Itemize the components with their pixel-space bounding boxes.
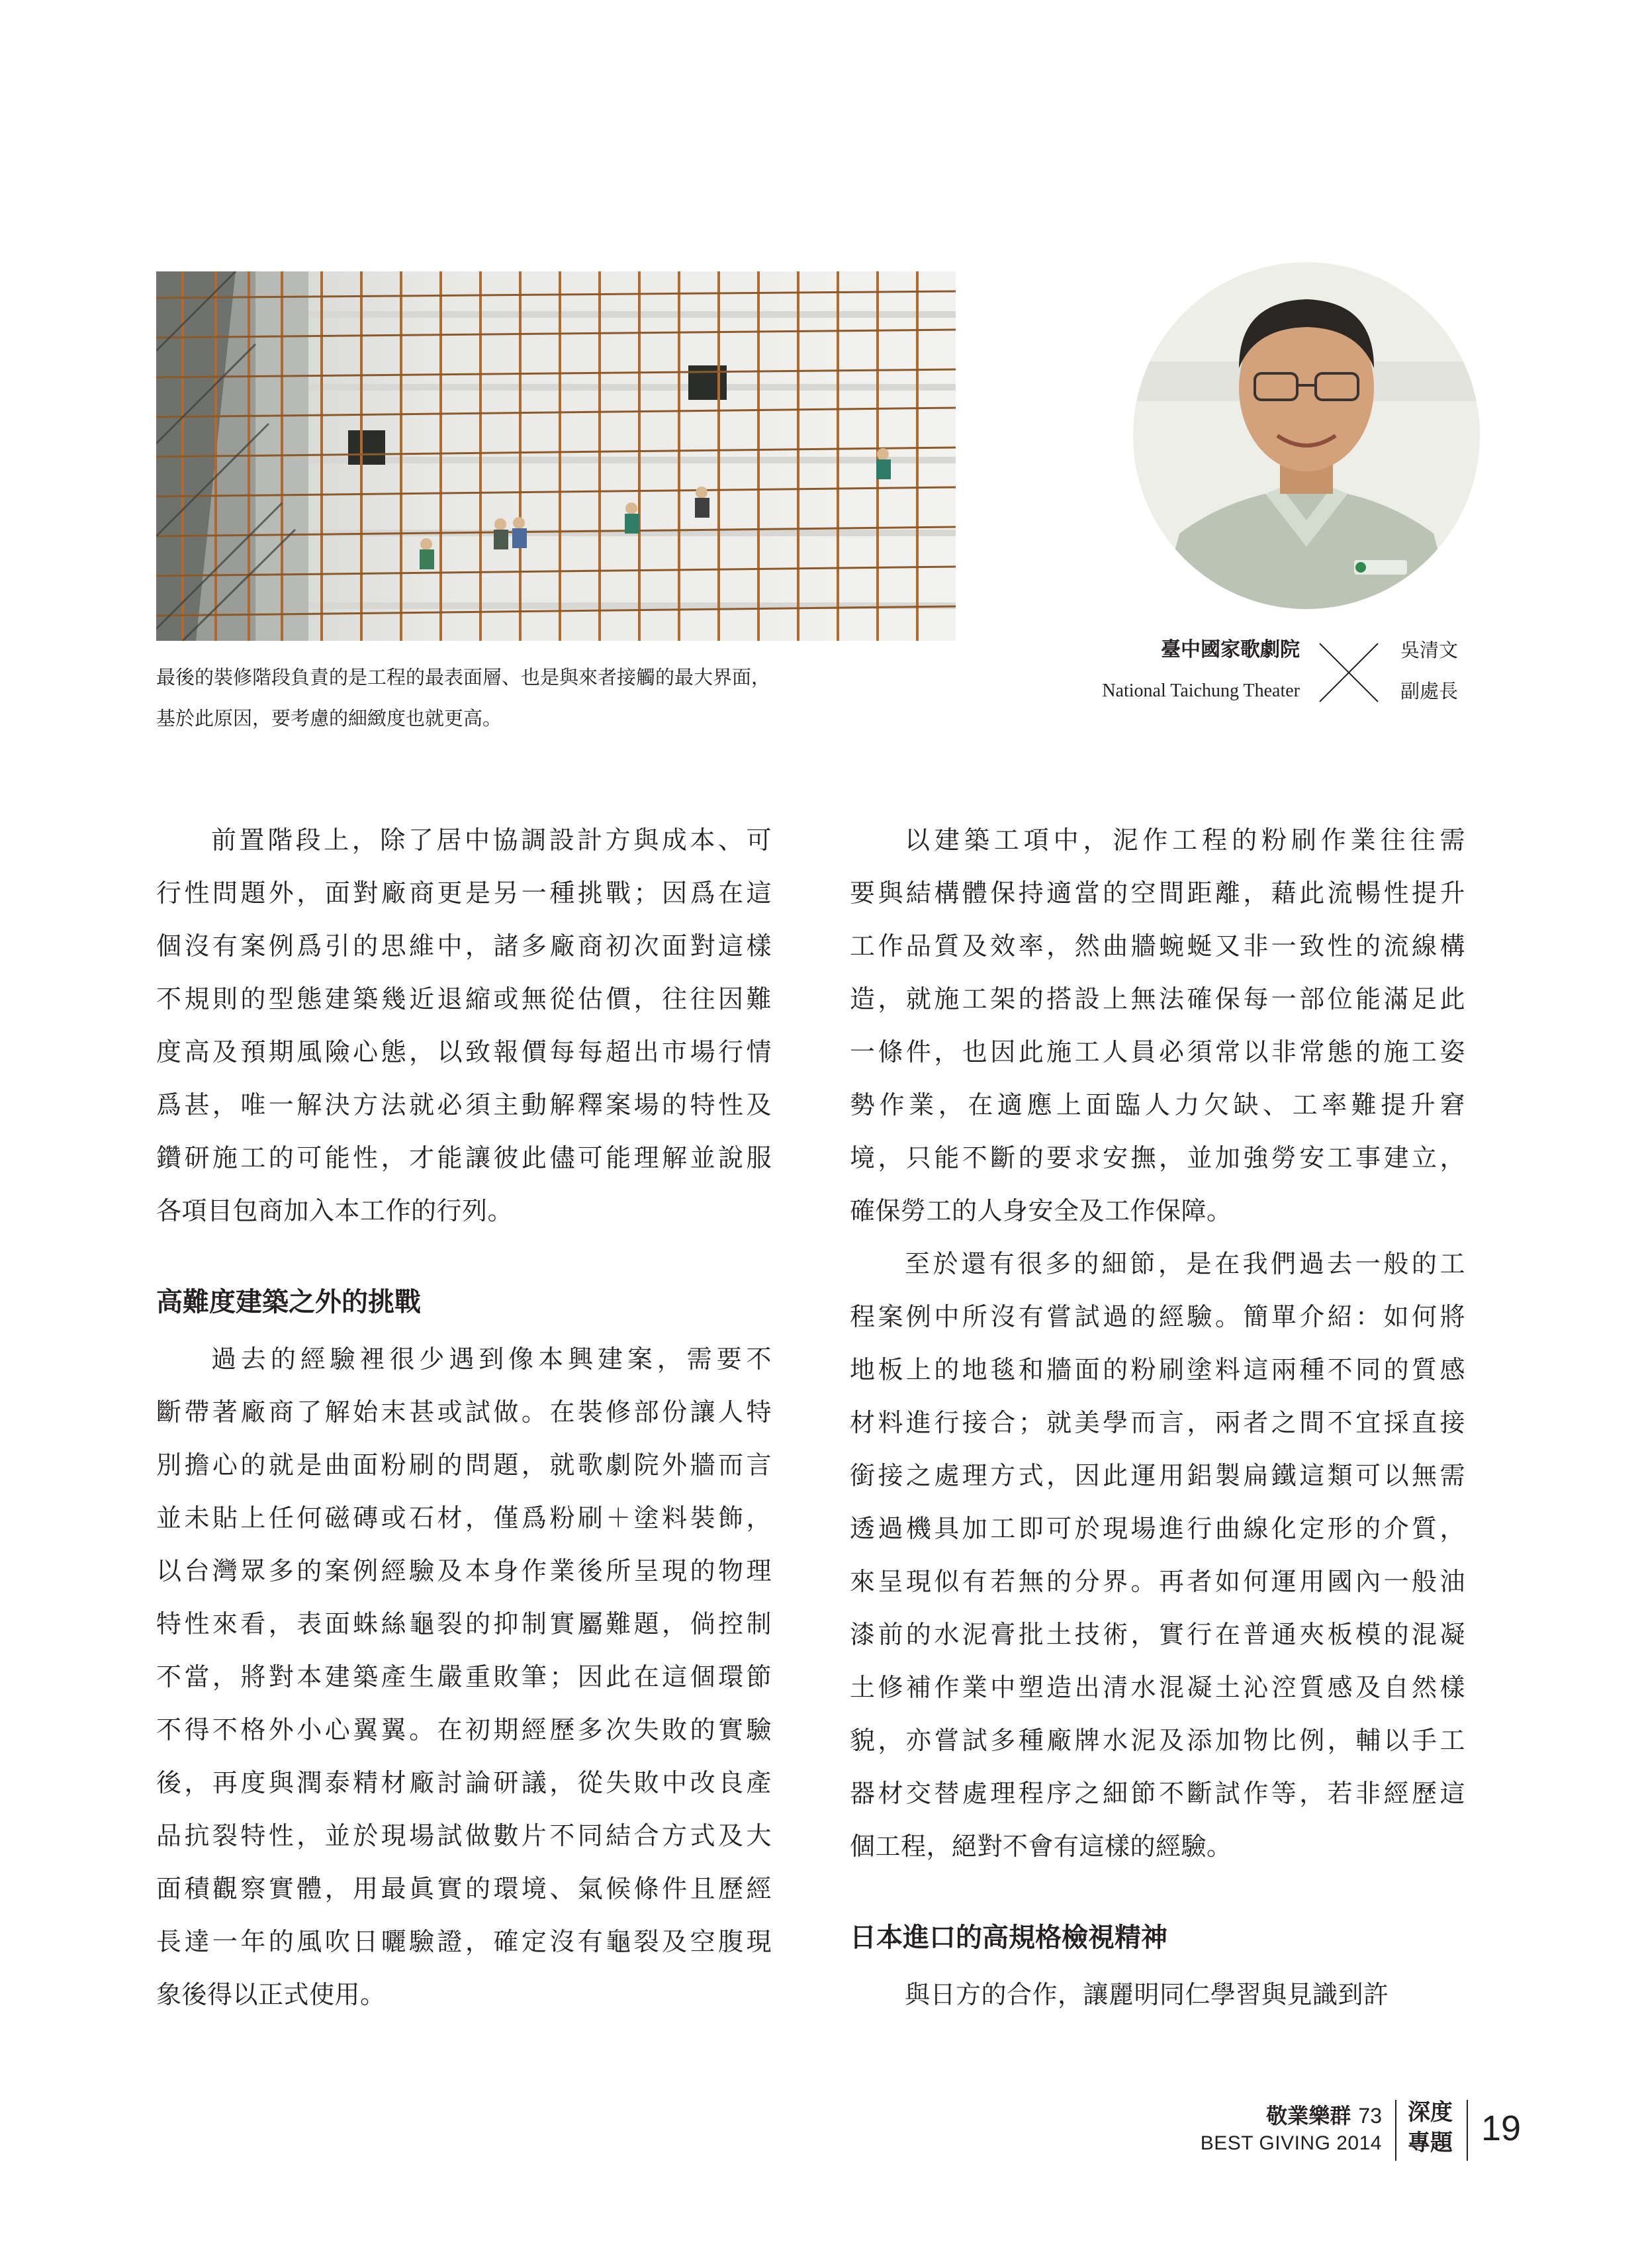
issue-number: 73 xyxy=(1358,2104,1382,2128)
body-text-line: 斷帶著廠商了解始末甚或試做。在裝修部份讓人特 xyxy=(156,1397,772,1427)
body-text-line: 不得不格外小心翼翼。在初期經歷多次失敗的實驗 xyxy=(156,1715,772,1744)
body-text-line: 個沒有案例爲引的思維中，諸多廠商初次面對這樣 xyxy=(156,931,772,961)
body-text-line: 境，只能不斷的要求安撫，並加強勞安工事建立， xyxy=(850,1143,1465,1172)
body-text-line: 地板上的地毯和牆面的粉刷塗料這兩種不同的質感 xyxy=(850,1355,1465,1384)
body-text-line: 工作品質及效率，然曲牆蜿蜒又非一致性的流線構 xyxy=(850,931,1465,961)
person-title: 副處長 xyxy=(1400,680,1459,702)
body-text-line: 與日方的合作，讓麗明同仁學習與見識到許 xyxy=(905,1980,1389,2009)
body-text-line: 土修補作業中塑造出清水混凝土沁涳質感及自然樣 xyxy=(850,1673,1465,1702)
body-text-line: 材料進行接合；就美學而言，兩者之間不宜採直接 xyxy=(850,1408,1465,1437)
body-text-line: 銜接之處理方式，因此運用鋁製扁鐵這類可以無需 xyxy=(850,1461,1465,1490)
portrait-photo xyxy=(1133,262,1480,609)
organization-name-zh: 臺中國家歌劇院 xyxy=(1161,638,1300,661)
body-text-line: 確保勞工的人身安全及工作保障。 xyxy=(850,1196,1232,1225)
body-text-line: 貌，亦嘗試多種廠牌水泥及添加物比例，輔以手工 xyxy=(850,1726,1465,1755)
magazine-english-title: BEST GIVING 2014 xyxy=(1200,2132,1382,2154)
body-text-line: 象後得以正式使用。 xyxy=(156,1980,386,2009)
organization-name-en: National Taichung Theater xyxy=(1102,681,1300,701)
magazine-title xyxy=(1191,2103,1382,2129)
left-column xyxy=(156,814,772,2021)
body-text-line: 過去的經驗裡很少遇到像本興建案，需要不 xyxy=(211,1345,772,1374)
body-text-line: 個工程，絕對不會有這樣的經驗。 xyxy=(850,1832,1232,1861)
body-text-line: 長達一年的風吹日曬驗證，確定沒有龜裂及空腹現 xyxy=(156,1927,772,1956)
body-text-line: 來呈現似有若無的分界。再者如何運用國內一般油 xyxy=(850,1567,1465,1596)
photo-caption xyxy=(156,657,950,739)
section-heading: 高難度建築之外的挑戰 xyxy=(156,1287,421,1317)
person-name: 吳清文 xyxy=(1400,639,1459,661)
category-line: 專題 xyxy=(1408,2130,1453,2156)
body-text-line: 前置階段上，除了居中協調設計方與成本、可 xyxy=(211,826,772,855)
body-text-line: 以台灣眾多的案例經驗及本身作業後所呈現的物理 xyxy=(156,1556,772,1585)
right-column xyxy=(850,814,1465,2021)
body-text-line: 鑽研施工的可能性，才能讓彼此儘可能理解並說服 xyxy=(156,1143,772,1172)
footer-divider xyxy=(1467,2100,1468,2161)
body-text-line: 後，再度與潤泰精材廠討論研議，從失敗中改良產 xyxy=(156,1768,772,1797)
body-text-line: 別擔心的就是曲面粉刷的問題，就歌劇院外牆而言 xyxy=(156,1450,772,1480)
body-text-line: 不規則的型態建築幾近退縮或無從估價，往往因難 xyxy=(156,984,772,1014)
body-text-line: 特性來看，表面蛛絲龜裂的抑制實屬難題，倘控制 xyxy=(156,1609,772,1638)
body-text-line: 不當，將對本建築產生嚴重敗筆；因此在這個環節 xyxy=(156,1662,772,1691)
caption-line: 最後的裝修階段負責的是工程的最表面層、也是與來者接觸的最大界面， xyxy=(156,666,771,688)
category-line: 深度 xyxy=(1408,2099,1453,2126)
caption-line: 基於此原因，要考慮的細緻度也就更高。 xyxy=(156,707,502,730)
body-text-line: 行性問題外，面對廠商更是另一種挑戰；因爲在這 xyxy=(156,878,772,908)
body-text-line: 爲甚，唯一解決方法就必須主動解釋案場的特性及 xyxy=(156,1090,772,1119)
section-heading: 日本進口的高規格檢視精神 xyxy=(850,1922,1167,1953)
body-text-line: 透過機具加工即可於現場進行曲線化定形的介質， xyxy=(850,1514,1465,1543)
body-text-line: 面積觀察實體，用最眞實的環境、氣候條件且歷經 xyxy=(156,1874,772,1903)
body-text-line: 度高及預期風險心態，以致報價每每超出市場行情 xyxy=(156,1037,772,1066)
cross-divider-icon xyxy=(1317,641,1381,704)
body-text-line: 一條件，也因此施工人員必須常以非常態的施工姿 xyxy=(850,1037,1465,1066)
body-text-line: 造，就施工架的搭設上無法確保每一部位能滿足此 xyxy=(850,984,1465,1014)
body-text-line: 勢作業，在適應上面臨人力欠缺、工率難提升窘 xyxy=(850,1090,1465,1119)
body-text-line: 以建築工項中，泥作工程的粉刷作業往往需 xyxy=(905,826,1465,855)
body-text-line: 要與結構體保持適當的空間距離，藉此流暢性提升 xyxy=(850,878,1465,908)
section-category xyxy=(1406,2097,1455,2158)
body-text-line: 品抗裂特性，並於現場試做數片不同結合方式及大 xyxy=(156,1821,772,1850)
body-text-line: 程案例中所沒有嘗試過的經驗。簡單介紹：如何將 xyxy=(850,1302,1465,1331)
footer-divider xyxy=(1395,2100,1396,2161)
page-number: 19 xyxy=(1481,2108,1522,2148)
magazine-name: 敬業樂群 xyxy=(1266,2103,1351,2128)
body-text-line: 各項目包商加入本工作的行列。 xyxy=(156,1196,514,1225)
scaffolding-photo xyxy=(156,271,956,641)
body-text-line: 並未貼上任何磁磚或石材，僅爲粉刷＋塗料裝飾， xyxy=(156,1503,772,1533)
body-text-line: 至於還有很多的細節，是在我們過去一般的工 xyxy=(905,1249,1465,1278)
body-text-line: 漆前的水泥膏批土技術，實行在普通夾板模的混凝 xyxy=(850,1620,1465,1649)
body-text-line: 器材交替處理程序之細節不斷試作等，若非經歷這 xyxy=(850,1779,1465,1808)
